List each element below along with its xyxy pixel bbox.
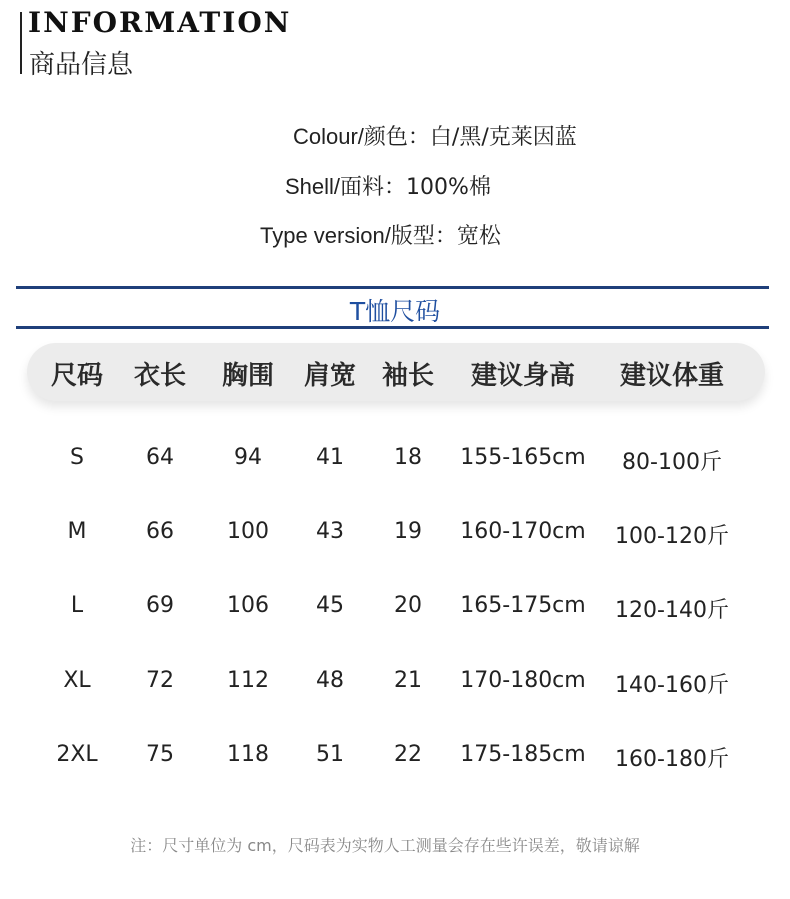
table-cell: 45: [316, 593, 344, 618]
header-title-cn: 商品信息: [29, 50, 134, 80]
table-cell: 22: [394, 742, 422, 767]
table-cell: 75: [146, 742, 174, 767]
table-cell: 160-180斤: [615, 747, 729, 772]
table-cell: 18: [394, 445, 422, 470]
table-cell: 120-140斤: [615, 598, 729, 623]
table-cell: XL: [63, 668, 91, 693]
table-cell: 100-120斤: [615, 524, 729, 549]
column-header: 袖长: [381, 361, 434, 391]
table-cell: 20: [394, 593, 422, 618]
divider-top: [16, 286, 769, 289]
type-label: Type version/版型：: [260, 223, 457, 248]
colour-line: [293, 120, 577, 151]
table-cell: 41: [316, 445, 344, 470]
table-cell: 48: [316, 668, 344, 693]
table-cell: 94: [234, 445, 262, 470]
table-cell: 66: [146, 519, 174, 544]
shell-line: [285, 170, 491, 201]
column-header: 衣长: [133, 361, 186, 391]
header-accent-bar: [20, 12, 22, 74]
table-cell: S: [70, 445, 84, 470]
colour-value: 白/黑/克莱因蓝: [429, 125, 577, 150]
table-cell: 165-175cm: [460, 593, 586, 618]
table-cell: 43: [316, 519, 344, 544]
footnote: 注：尺寸单位为 cm，尺码表为实物人工测量会存在些许误差，敬请谅解: [130, 836, 640, 855]
size-table-title: T恤尺码: [349, 297, 441, 326]
table-cell: 155-165cm: [460, 445, 586, 470]
table-cell: 80-100斤: [622, 450, 722, 475]
column-header: 肩宽: [303, 361, 356, 391]
type-line: [260, 219, 501, 250]
table-cell: 170-180cm: [460, 668, 586, 693]
table-cell: 112: [227, 668, 269, 693]
column-header: 建议体重: [619, 361, 724, 391]
table-cell: 140-160斤: [615, 673, 729, 698]
shell-value: 100%棉: [406, 175, 491, 200]
table-cell: 72: [146, 668, 174, 693]
column-header: 胸围: [221, 361, 274, 391]
shell-label: Shell/面料：: [285, 174, 407, 199]
table-cell: M: [67, 519, 87, 544]
table-cell: 2XL: [56, 742, 98, 767]
type-value: 宽松: [456, 224, 501, 249]
table-cell: 69: [146, 593, 174, 618]
column-header: 建议身高: [470, 361, 575, 391]
table-cell: L: [70, 593, 84, 618]
table-cell: 64: [146, 445, 174, 470]
table-cell: 160-170cm: [460, 519, 586, 544]
table-cell: 118: [227, 742, 269, 767]
column-header: 尺码: [50, 361, 103, 391]
table-cell: 175-185cm: [460, 742, 586, 767]
table-cell: 106: [227, 593, 269, 618]
divider-bottom: [16, 326, 769, 329]
table-cell: 51: [316, 742, 344, 767]
table-cell: 100: [227, 519, 269, 544]
colour-label: Colour/颜色：: [293, 124, 430, 149]
header-title-en: INFORMATION: [28, 6, 292, 39]
table-cell: 19: [394, 519, 422, 544]
table-cell: 21: [394, 668, 422, 693]
